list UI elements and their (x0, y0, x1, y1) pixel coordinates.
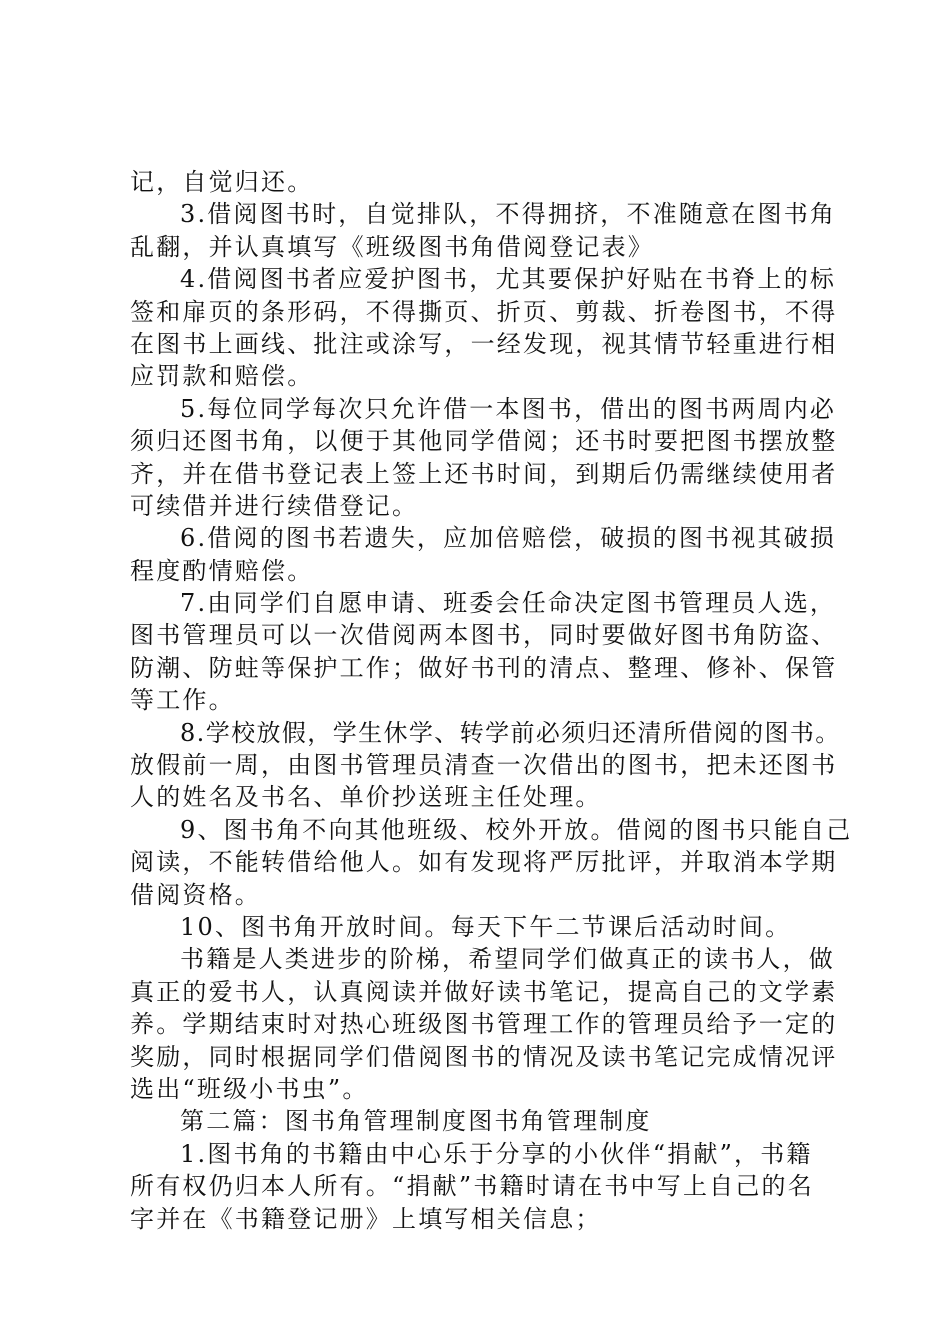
rule-8-line: 8.学校放假，学生休学、转学前必须归还清所借阅的图书。 (180, 718, 841, 747)
rule-7-line: 7.由同学们自愿申请、班委会任命决定图书管理员人选， (180, 589, 837, 618)
rule-9-line: 9、图书角不向其他班级、校外开放。借阅的图书只能自己 (180, 815, 853, 844)
text-line: 应罚款和赔偿。 (130, 362, 314, 391)
text-line: 齐，并在借书登记表上签上还书时间，到期后仍需继续使用者 (130, 459, 838, 488)
text-line: 阅读，不能转借给他人。如有发现将严厉批评，并取消本学期 (130, 848, 838, 877)
text-line: 等工作。 (130, 686, 235, 715)
text-line: 字并在《书籍登记册》上填写相关信息； (130, 1204, 602, 1233)
rule-4-line: 4.借阅图书者应爱护图书，尤其要保护好贴在书脊上的标 (180, 265, 837, 294)
text-line: 放假前一周，由图书管理员清查一次借出的图书，把未还图书 (130, 751, 838, 780)
text-line: 签和扉页的条形码，不得撕页、折页、剪裁、折卷图书，不得 (130, 297, 838, 326)
text-line: 借阅资格。 (130, 880, 261, 909)
text-line: 选出“班级小书虫”。 (130, 1074, 369, 1103)
text-line: 记，自觉归还。 (130, 168, 314, 196)
text-line: 乱翻，并认真填写《班级图书角借阅登记表》 (130, 232, 654, 261)
text-line: 奖励，同时根据同学们借阅图书的情况及读书笔记完成情况评 (130, 1042, 838, 1071)
text-line: 所有权仍归本人所有。“捐献”书籍时请在书中写上自己的名 (130, 1172, 814, 1201)
text-line: 图书管理员可以一次借阅两本图书，同时要做好图书角防盗、 (130, 621, 838, 650)
text-line: 防潮、防蛀等保护工作；做好书刊的清点、整理、修补、保管 (130, 653, 838, 682)
rule-5-line: 5.每位同学每次只允许借一本图书，借出的图书两周内必 (180, 394, 837, 423)
rule-6-line: 6.借阅的图书若遗失，应加倍赔偿，破损的图书视其破损 (180, 524, 837, 553)
section-rule-1-line: 1.图书角的书籍由中心乐于分享的小伙伴“捐献”，书籍 (180, 1139, 813, 1168)
text-line: 在图书上画线、批注或涂写，一经发现，视其情节轻重进行相 (130, 329, 838, 358)
section-heading: 第二篇：图书角管理制度图书角管理制度 (180, 1107, 652, 1136)
text-line: 可续借并进行续借登记。 (130, 491, 419, 520)
document-body (130, 166, 853, 1235)
text-line: 须归还图书角，以便于其他同学借阅；还书时要把图书摆放整 (130, 427, 838, 456)
text-line: 养。学期结束时对热心班级图书管理工作的管理员给予一定的 (130, 1010, 838, 1039)
text-line: 程度酌情赔偿。 (130, 556, 314, 585)
text-line: 真正的爱书人，认真阅读并做好读书笔记，提高自己的文学素 (130, 977, 838, 1006)
text-line: 人的姓名及书名、单价抄送班主任处理。 (130, 783, 602, 812)
closing-paragraph-line: 书籍是人类进步的阶梯，希望同学们做真正的读书人，做 (180, 945, 835, 974)
rule-3-line: 3.借阅图书时，自觉排队，不得拥挤，不准随意在图书角 (180, 200, 837, 229)
rule-10-line: 10、图书角开放时间。每天下午二节课后活动时间。 (180, 912, 792, 941)
